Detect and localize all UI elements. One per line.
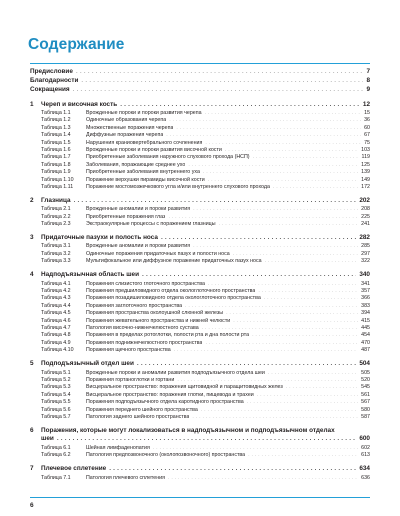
top-rule: [30, 63, 370, 64]
dot-leader: [202, 325, 358, 331]
table-page: 60: [364, 124, 370, 131]
table-label: Таблица 3.3: [41, 258, 71, 265]
chapter-page: 600: [359, 435, 370, 443]
toc-entry-table[interactable]: [30, 310, 370, 317]
toc-entry-table[interactable]: [30, 162, 370, 169]
table-label: Таблица 1.9: [41, 169, 71, 176]
dot-leader: [74, 197, 357, 204]
dot-leader: [168, 475, 358, 481]
dot-leader: [205, 340, 358, 346]
chapter-group: [30, 465, 370, 482]
table-page: 297: [361, 250, 370, 257]
table-page: 75: [364, 139, 370, 146]
chapter-title: Череп и височная кость: [41, 100, 118, 108]
table-label: Таблица 4.2: [41, 288, 71, 295]
dot-leader: [73, 86, 364, 93]
table-page: 119: [361, 154, 370, 161]
chapter-title: Глазница: [41, 196, 71, 204]
table-title: Врожденные пороки и пороки развития черепа: [86, 110, 202, 116]
table-title: Поражения позадишиловидного отдела окологлоточного пространства: [86, 295, 261, 302]
table-page: 208: [361, 206, 370, 213]
table-title: Поражения предшиловидного отдела окологлоточного пространства: [86, 288, 256, 295]
toc-entry-chapter[interactable]: [30, 234, 370, 244]
dot-leader: [258, 288, 358, 294]
toc-entry-chapter[interactable]: [30, 197, 370, 207]
table-label: Таблица 2.3: [41, 221, 71, 228]
toc-entry-table[interactable]: [30, 303, 370, 310]
chapter-page: 12: [362, 100, 370, 108]
table-label: Таблица 1.1: [41, 110, 71, 116]
dot-leader: [205, 140, 361, 146]
dot-leader: [225, 147, 358, 153]
toc-entry-table[interactable]: [30, 295, 370, 302]
dot-leader: [192, 414, 358, 420]
table-title: Поражения слизистого глоточного пространства: [86, 280, 205, 287]
table-label: Таблица 4.1: [41, 280, 71, 287]
dot-leader: [176, 125, 361, 131]
dot-leader: [208, 281, 358, 287]
chapter-number: 7: [30, 465, 34, 473]
dot-leader: [268, 370, 358, 376]
table-label: Таблица 5.2: [41, 376, 71, 383]
chapter-title: Плечевое сплетение: [41, 465, 107, 473]
table-title: Множественные поражения черепа: [86, 124, 174, 131]
toc-entry-table[interactable]: [30, 206, 370, 213]
dot-leader: [142, 271, 356, 278]
table-label: Таблица 1.11: [41, 183, 74, 190]
table-page: 36: [364, 117, 370, 124]
dot-leader: [81, 77, 363, 84]
table-page: 580: [361, 406, 370, 413]
table-title: Патология заднего шейного пространства: [86, 413, 190, 420]
table-title: Одиночные поражения придаточных пазух и полости носа: [86, 250, 230, 257]
table-page: 545: [361, 384, 370, 391]
page-number: 6: [30, 502, 34, 509]
entry-page: 7: [366, 68, 370, 75]
chapter-group: [30, 271, 370, 354]
dot-leader: [161, 234, 356, 241]
toc-entry-table[interactable]: [30, 221, 370, 228]
table-title: Поражения подподъязычного отдела каротидного пространства: [86, 399, 244, 406]
table-title: Поражения поднижнечелюстного пространства: [86, 339, 203, 346]
table-page: 602: [361, 444, 370, 451]
toc-entry-table[interactable]: [30, 154, 370, 161]
table-label: Таблица 1.2: [41, 117, 71, 124]
toc-entry-table[interactable]: [30, 370, 370, 377]
chapter-title: Подподъязычный отдел шеи: [41, 360, 134, 368]
table-label: Таблица 1.5: [41, 139, 71, 146]
toc-entry-table[interactable]: [30, 325, 370, 332]
table-label: Таблица 5.7: [41, 413, 71, 420]
toc-entry-table[interactable]: [30, 452, 370, 459]
dot-leader: [153, 445, 358, 451]
toc-entry-table[interactable]: [30, 347, 370, 354]
dot-leader: [109, 465, 356, 472]
table-label: Таблица 5.1: [41, 369, 71, 376]
table-label: Таблица 1.10: [41, 176, 74, 183]
table-title: Поражение мостомозжечкового угла и/или внутреннего слухового прохода: [86, 183, 270, 190]
chapter-number: 6: [30, 426, 34, 434]
chapter-page: 504: [359, 360, 370, 368]
dot-leader: [205, 110, 362, 116]
chapter-title-continuation[interactable]: [30, 435, 370, 445]
dot-leader: [219, 221, 359, 227]
chapter-title-line: [30, 427, 370, 436]
toc-entry-table[interactable]: [30, 169, 370, 176]
table-page: 394: [361, 310, 370, 317]
table-label: Таблица 4.10: [41, 347, 74, 354]
table-label: Таблица 4.4: [41, 302, 71, 309]
table-page: 561: [361, 391, 370, 398]
entry-title: Благодарности: [30, 77, 79, 84]
table-label: Таблица 1.7: [41, 154, 71, 161]
dot-leader: [201, 407, 358, 413]
table-title: Поражения жевательного пространства и нижней челюсти: [86, 317, 231, 324]
dot-leader: [233, 318, 358, 324]
table-label: Таблица 2.1: [41, 206, 71, 213]
toc-entry-table[interactable]: [30, 340, 370, 347]
table-title: Приобретенные заболевания наружного слухового прохода (НСП): [86, 154, 250, 161]
toc-entry-table[interactable]: [30, 475, 370, 482]
chapter-title: Надподъязычная область шеи: [41, 271, 140, 279]
entry-title: Сокращения: [30, 86, 70, 93]
table-label: Таблица 5.6: [41, 406, 71, 413]
dot-leader: [76, 68, 364, 75]
table-label: Таблица 1.3: [41, 124, 71, 131]
dot-leader: [169, 117, 361, 123]
toc-entry-front[interactable]: [30, 86, 370, 95]
table-of-contents: [30, 68, 370, 482]
table-page: 636: [361, 474, 370, 481]
toc-entry-front[interactable]: [30, 77, 370, 86]
chapter-title: Придаточные пазухи и полость носа: [41, 233, 158, 241]
table-title: Поражения пространства околоушной слюнной железы: [86, 310, 224, 317]
dot-leader: [208, 177, 358, 183]
toc-entry-chapter[interactable]: [30, 360, 370, 370]
toc-entry-table[interactable]: [30, 214, 370, 221]
table-title: Поражения щечного пространства: [86, 347, 171, 354]
dot-leader: [247, 399, 358, 405]
table-page: 505: [361, 369, 370, 376]
table-page: 15: [364, 110, 370, 116]
dot-leader: [248, 452, 358, 458]
chapter-group: [30, 234, 370, 266]
toc-entry-table[interactable]: [30, 251, 370, 258]
table-title: Нарушения краниовертебрального сочленения: [86, 139, 203, 146]
table-label: Таблица 4.8: [41, 332, 71, 339]
toc-entry-table[interactable]: [30, 377, 370, 384]
toc-entry-table[interactable]: [30, 147, 370, 154]
dot-leader: [253, 154, 359, 160]
table-label: Таблица 7.1: [41, 474, 71, 481]
table-page: 139: [361, 169, 370, 176]
table-page: 567: [361, 399, 370, 406]
toc-entry-front[interactable]: [30, 68, 370, 77]
chapter-number: 3: [30, 233, 34, 241]
table-label: Таблица 1.6: [41, 146, 71, 153]
toc-entry-table[interactable]: [30, 140, 370, 147]
table-label: Таблица 4.5: [41, 310, 71, 317]
chapter-page: 340: [359, 271, 370, 279]
table-title: Заболевания, поражающие среднее ухо: [86, 161, 186, 168]
table-page: 520: [361, 376, 370, 383]
table-title: Поражения в пределах ротоглотки, полости рта и дна полости рта: [86, 332, 250, 339]
dot-leader: [226, 310, 358, 316]
table-label: Таблица 4.6: [41, 317, 71, 324]
table-page: 366: [361, 295, 370, 302]
chapter-group: [30, 197, 370, 229]
dot-leader: [137, 360, 356, 367]
dot-leader: [185, 303, 358, 309]
table-label: Таблица 4.3: [41, 295, 71, 302]
table-label: Таблица 2.2: [41, 213, 71, 220]
page-title: Содержание: [28, 36, 125, 53]
toc-entry-table[interactable]: [30, 117, 370, 124]
table-page: 125: [361, 161, 370, 168]
table-page: 470: [361, 339, 370, 346]
toc-entry-table[interactable]: [30, 392, 370, 399]
table-title: Врожденные аномалии и пороки развития: [86, 243, 191, 250]
table-page: 487: [361, 347, 370, 354]
table-title: Патология предпозвоночного (околопозвоночного) пространства: [86, 452, 246, 459]
chapter-title: Поражения, которые могут локализоваться в надподъязычном и подподъязычном отделах: [41, 426, 335, 434]
entry-page: 8: [366, 77, 370, 84]
toc-entry-table[interactable]: [30, 125, 370, 132]
table-page: 285: [361, 243, 370, 250]
chapter-group: [30, 101, 370, 192]
table-page: 241: [361, 221, 370, 228]
table-page: 149: [361, 176, 370, 183]
dot-leader: [252, 332, 358, 338]
entry-page: 9: [366, 86, 370, 93]
table-title: Врожденные аномалии и пороки развития: [86, 206, 191, 213]
table-page: 454: [361, 332, 370, 339]
dot-leader: [57, 435, 357, 442]
entry-title: Предисловие: [30, 68, 73, 75]
toc-entry-table[interactable]: [30, 281, 370, 288]
dot-leader: [188, 162, 358, 168]
toc-entry-chapter[interactable]: [30, 427, 370, 445]
toc-entry-table[interactable]: [30, 318, 370, 325]
dot-leader: [233, 251, 358, 257]
table-title: Приобретенные заболевания внутреннего уха: [86, 169, 200, 176]
table-label: Таблица 1.4: [41, 132, 71, 139]
table-page: 357: [361, 288, 370, 295]
toc-entry-chapter[interactable]: [30, 101, 370, 111]
dot-leader: [168, 214, 358, 220]
front-matter-list: [30, 68, 370, 95]
toc-entry-table[interactable]: [30, 110, 370, 117]
table-title: Приобретенные поражения глаз: [86, 213, 166, 220]
table-title: Поражения переднего шейного пространства: [86, 406, 198, 413]
dot-leader: [177, 377, 358, 383]
table-title: Патология плечевого сплетения: [86, 474, 165, 481]
table-page: 587: [361, 413, 370, 420]
chapter-page: 634: [359, 465, 370, 473]
table-page: 225: [361, 213, 370, 220]
table-label: Таблица 3.2: [41, 250, 71, 257]
dot-leader: [174, 347, 358, 353]
table-label: Таблица 4.7: [41, 324, 71, 331]
chapter-group: [30, 360, 370, 421]
chapter-number: 4: [30, 271, 34, 279]
table-title: Диффузные поражения черепа: [86, 132, 164, 139]
table-title: Экстраокулярные процессы с поражением глазницы: [86, 221, 216, 228]
table-page: 383: [361, 302, 370, 309]
toc-entry-table[interactable]: [30, 258, 370, 265]
table-label: Таблица 5.4: [41, 391, 71, 398]
table-label: Таблица 5.5: [41, 399, 71, 406]
table-label: Таблица 3.1: [41, 243, 71, 250]
table-page: 445: [361, 324, 370, 331]
table-title: Шейная лимфаденопатия: [86, 444, 150, 451]
dot-leader: [193, 243, 358, 249]
table-page: 67: [364, 132, 370, 139]
dot-leader: [265, 258, 359, 264]
dot-leader: [203, 169, 358, 175]
chapter-page: 282: [359, 233, 370, 241]
table-title: Поражения заглоточного пространства: [86, 302, 183, 309]
dot-leader: [193, 206, 358, 212]
table-label: Таблица 6.2: [41, 452, 71, 459]
dot-leader: [264, 295, 358, 301]
chapter-number: 5: [30, 360, 34, 368]
table-title: Висцеральное пространство: поражения щитовидной и паращитовидных желез: [86, 384, 283, 391]
table-title: Одиночные образования черепа: [86, 117, 167, 124]
dot-leader: [166, 132, 361, 138]
table-label: Таблица 6.1: [41, 444, 71, 451]
chapter-group: [30, 427, 370, 460]
toc-entry-table[interactable]: [30, 384, 370, 391]
table-title: Врожденные пороки и аномалии развития подподъязычного отдела шеи: [86, 369, 265, 376]
toc-entry-chapter[interactable]: [30, 465, 370, 475]
toc-entry-table[interactable]: [30, 288, 370, 295]
table-page: 322: [361, 258, 370, 265]
toc-entry-table[interactable]: [30, 407, 370, 414]
table-label: Таблица 5.3: [41, 384, 71, 391]
table-title: Врожденные пороки и пороки развития височной кости: [86, 146, 222, 153]
toc-entry-table[interactable]: [30, 445, 370, 452]
table-label: Таблица 4.9: [41, 339, 71, 346]
table-title: Висцеральное пространство: поражения глотки, пищевода и трахеи: [86, 391, 254, 398]
chapter-number: 2: [30, 196, 34, 204]
table-title: Поражение верхушки пирамиды височной кости: [86, 176, 205, 183]
table-label: Таблица 1.8: [41, 161, 71, 168]
chapter-number: 1: [30, 100, 34, 108]
table-title: Поражения гортаноглотки и гортани: [86, 376, 175, 383]
toc-entry-table[interactable]: [30, 132, 370, 139]
table-page: 415: [361, 317, 370, 324]
toc-entry-table[interactable]: [30, 184, 370, 191]
dot-leader: [273, 184, 358, 190]
table-title: Мультифокальное или диффузное поражение придаточных пазух носа: [86, 258, 262, 265]
dot-leader: [257, 392, 358, 398]
dot-leader: [120, 101, 360, 108]
dot-leader: [286, 384, 358, 390]
chapter-page: 202: [359, 196, 370, 204]
bottom-rule: [30, 497, 370, 498]
toc-entry-table[interactable]: [30, 177, 370, 184]
toc-entry-table[interactable]: [30, 243, 370, 250]
table-title: Патология височно-нижнечелюстного сустава: [86, 324, 199, 331]
table-page: 172: [361, 183, 370, 190]
chapter-list: [30, 101, 370, 482]
toc-entry-table[interactable]: [30, 399, 370, 406]
table-page: 341: [361, 280, 370, 287]
toc-entry-chapter[interactable]: [30, 271, 370, 281]
chapter-title: шеи: [41, 435, 54, 443]
toc-entry-table[interactable]: [30, 332, 370, 339]
table-page: 613: [361, 452, 370, 459]
toc-entry-table[interactable]: [30, 414, 370, 421]
table-page: 103: [361, 146, 370, 153]
